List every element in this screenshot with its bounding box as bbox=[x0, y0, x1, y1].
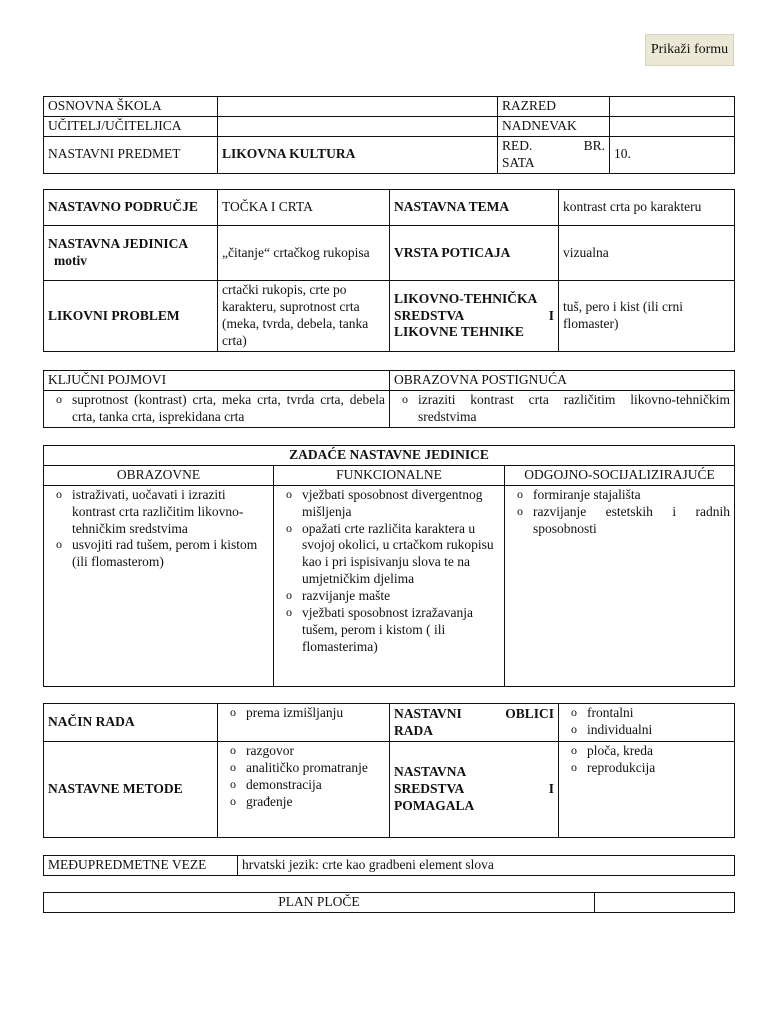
aids-label bbox=[390, 742, 559, 838]
unit-sub-label: motiv bbox=[54, 253, 87, 268]
list-item: o istraživati, uočavati i izraziti kontrast crta različitim likovno- tehničkim sredstvima bbox=[48, 487, 269, 538]
list-item: o frontalni bbox=[563, 705, 730, 722]
cross-label: MEĐUPREDMETNE VEZE bbox=[44, 856, 238, 876]
overview-table bbox=[43, 189, 735, 352]
aids-label-d: POMAGALA bbox=[394, 797, 475, 813]
board-table bbox=[43, 892, 735, 913]
aids-label-b: SREDSTVA bbox=[394, 781, 465, 797]
list-item: o analitičko promatranje bbox=[222, 760, 385, 777]
grade-label: RAZRED bbox=[498, 97, 610, 117]
means-label-c: I bbox=[548, 307, 554, 323]
means-label-a: LIKOVNO-TEHNIČKA bbox=[394, 290, 538, 306]
key-concepts-label: KLJUČNI POJMOVI bbox=[44, 371, 390, 391]
methods-label: NASTAVNE METODE bbox=[44, 742, 218, 838]
tasks-title: ZADAĆE NASTAVNE JEDINICE bbox=[44, 446, 735, 466]
lesson-number-label-a: RED. bbox=[502, 137, 533, 153]
list-item: o prema izmišljanju bbox=[222, 705, 385, 722]
tasks-col-social: ODGOJNO-SOCIJALIZIRAJUĆE bbox=[505, 465, 735, 485]
concepts-table bbox=[43, 370, 735, 428]
lesson-number-field[interactable]: 10. bbox=[610, 136, 735, 173]
problem-value: crtački rukopis, crte po karakteru, suprotnost crta (meka, tvrda, debela, tanka crta) bbox=[218, 281, 390, 352]
board-field[interactable] bbox=[595, 893, 735, 913]
aids-label-a: NASTAVNA bbox=[394, 764, 467, 780]
list-item: o formiranje stajališta bbox=[509, 487, 730, 504]
means-label bbox=[390, 281, 559, 352]
lesson-number-label-b: BR. bbox=[583, 137, 605, 153]
header-table bbox=[43, 96, 735, 174]
list-item: o razgovor bbox=[222, 743, 385, 760]
unit-label bbox=[44, 226, 218, 281]
unit-value: „čitanje“ crtačkog rukopisa bbox=[218, 226, 390, 281]
list-item: o vježbati sposobnost divergentnog mišljenja bbox=[278, 487, 500, 521]
subject-field[interactable]: LIKOVNA KULTURA bbox=[218, 136, 498, 173]
tasks-col-functional: FUNKCIONALNE bbox=[274, 465, 505, 485]
problem-label: LIKOVNI PROBLEM bbox=[44, 281, 218, 352]
lesson-number-label-c: SATA bbox=[502, 154, 535, 170]
list-item: o ploča, kreda bbox=[563, 743, 730, 760]
list-item: o građenje bbox=[222, 794, 385, 811]
board-label: PLAN PLOČE bbox=[44, 893, 595, 913]
outcomes-label: OBRAZOVNA POSTIGNUĆA bbox=[390, 371, 735, 391]
area-value: TOČKA I CRTA bbox=[218, 190, 390, 226]
area-label: NASTAVNO PODRUČJE bbox=[44, 190, 218, 226]
list-item: o vježbati sposobnost izražavanja tušem, perom i kistom ( ili flomasterima) bbox=[278, 605, 500, 656]
outcomes-item: o izraziti kontrast crta različitim likovno-tehničkim sredstvima bbox=[394, 392, 730, 426]
cross-value: hrvatski jezik: crte kao gradbeni element slova bbox=[238, 856, 735, 876]
teacher-label: UČITELJ/UČITELJICA bbox=[44, 116, 218, 136]
aids-label-c: I bbox=[548, 781, 554, 797]
lesson-number-label bbox=[498, 136, 610, 173]
list-item: o reprodukcija bbox=[563, 760, 730, 777]
methods-table bbox=[43, 703, 735, 838]
stimulus-value: vizualna bbox=[559, 226, 735, 281]
list-item: o razvijanje mašte bbox=[278, 588, 500, 605]
school-field[interactable] bbox=[218, 97, 498, 117]
stimulus-label: VRSTA POTICAJA bbox=[390, 226, 559, 281]
date-label: NADNEVAK bbox=[498, 116, 610, 136]
tasks-table bbox=[43, 445, 735, 687]
forms-label-a: NASTAVNI bbox=[394, 705, 462, 721]
date-field[interactable] bbox=[610, 116, 735, 136]
list-item: o usvojiti rad tušem, perom i kistom (ili flomasterom) bbox=[48, 537, 269, 571]
unit-label-text: NASTAVNA JEDINICA bbox=[48, 236, 189, 252]
means-value: tuš, pero i kist (ili crni flomaster) bbox=[559, 281, 735, 352]
key-concepts-item: o suprotnost (kontrast) crta, meka crta, tvrda crta, debela crta, tanka crta, isprekidana crta bbox=[48, 392, 385, 426]
forms-label-c: RADA bbox=[394, 722, 433, 738]
topic-label: NASTAVNA TEMA bbox=[390, 190, 559, 226]
grade-field[interactable] bbox=[610, 97, 735, 117]
way-label: NAČIN RADA bbox=[44, 704, 218, 742]
list-item: o razvijanje estetskih i radnih sposobnosti bbox=[509, 504, 730, 538]
school-label: OSNOVNA ŠKOLA bbox=[44, 97, 218, 117]
means-label-b: SREDSTVA bbox=[394, 307, 465, 323]
cross-table bbox=[43, 855, 735, 876]
list-item: o demonstracija bbox=[222, 777, 385, 794]
subject-label: NASTAVNI PREDMET bbox=[44, 136, 218, 173]
topic-value: kontrast crta po karakteru bbox=[559, 190, 735, 226]
tasks-col-educational: OBRAZOVNE bbox=[44, 465, 274, 485]
show-form-button[interactable]: Prikaži formu bbox=[645, 34, 734, 66]
forms-label-b: OBLICI bbox=[505, 705, 554, 721]
forms-label bbox=[390, 704, 559, 742]
list-item: o individualni bbox=[563, 722, 730, 739]
means-label-d: LIKOVNE TEHNIKE bbox=[394, 324, 524, 340]
list-item: o opažati crte različita karaktera u svojoj okolici, u crtačkom rukopisu kao i pri ispisivanju slova te na umjetničkim djelima bbox=[278, 521, 500, 589]
teacher-field[interactable] bbox=[218, 116, 498, 136]
